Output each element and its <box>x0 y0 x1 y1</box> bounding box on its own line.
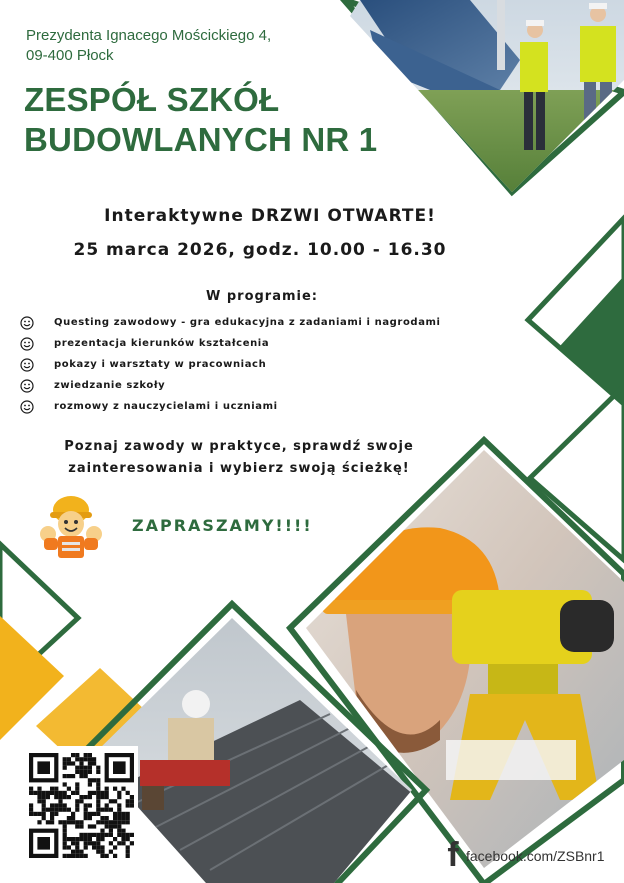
qr-module <box>79 774 83 778</box>
qr-module <box>63 774 67 778</box>
qr-module <box>84 833 88 837</box>
qr-module <box>126 791 130 795</box>
qr-module <box>88 833 92 837</box>
program-list <box>20 312 520 417</box>
event-date: 25 marca 2026, godz. 10.00 - 16.30 <box>73 240 447 260</box>
qr-module <box>96 841 100 845</box>
qr-module <box>46 808 50 812</box>
qr-module <box>67 854 71 858</box>
qr-module <box>88 837 92 841</box>
qr-module <box>71 816 75 820</box>
qr-module <box>96 803 100 807</box>
qr-module <box>75 837 79 841</box>
qr-module <box>126 845 130 849</box>
qr-module <box>37 787 41 791</box>
qr-module <box>96 837 100 841</box>
qr-module <box>42 808 46 812</box>
qr-module <box>50 791 54 795</box>
qr-module <box>84 803 88 807</box>
qr-module <box>63 808 67 812</box>
address-line-1: Prezydenta Ignacego Mościckiego 4, <box>26 27 272 44</box>
qr-module <box>75 753 79 757</box>
qr-module <box>121 829 125 833</box>
address-line-2: 09-400 Płock <box>26 47 114 64</box>
qr-module <box>100 791 104 795</box>
qr-module <box>75 808 79 812</box>
qr-module <box>84 808 88 812</box>
qr-module <box>121 833 125 837</box>
qr-module <box>126 812 130 816</box>
qr-module <box>121 816 125 820</box>
qr-module <box>84 837 88 841</box>
qr-module <box>63 841 67 845</box>
qr-module <box>117 816 121 820</box>
qr-module <box>92 791 96 795</box>
qr-module <box>29 787 33 791</box>
address <box>26 26 346 66</box>
program-heading: W programie: <box>205 289 319 304</box>
qr-module <box>79 820 83 824</box>
qr-module <box>109 850 113 854</box>
qr-module <box>84 753 88 757</box>
qr-module <box>113 812 117 816</box>
qr-module <box>88 803 92 807</box>
qr-module <box>109 799 113 803</box>
slogan-line-2: zainteresowania i wybierz swoją ścieżkę! <box>68 461 410 476</box>
qr-module <box>105 803 109 807</box>
qr-module <box>63 845 67 849</box>
qr-module <box>100 820 104 824</box>
qr-module <box>50 816 54 820</box>
smiley-icon <box>20 337 38 351</box>
worker-mascot-icon <box>38 490 104 562</box>
qr-module <box>96 850 100 854</box>
program-item-text: zwiedzanie szkoły <box>54 380 166 391</box>
qr-module <box>71 841 75 845</box>
qr-module <box>92 841 96 845</box>
qr-module <box>46 820 50 824</box>
qr-module <box>67 816 71 820</box>
qr-module <box>92 833 96 837</box>
qr-module <box>46 795 50 799</box>
slogan <box>0 436 478 480</box>
qr-module <box>96 812 100 816</box>
qr-module <box>105 820 109 824</box>
qr-module <box>117 841 121 845</box>
qr-module <box>29 803 33 807</box>
qr-module <box>79 799 83 803</box>
qr-module <box>75 770 79 774</box>
qr-module <box>37 812 41 816</box>
qr-module <box>96 778 100 782</box>
qr-module <box>96 787 100 791</box>
qr-module <box>84 757 88 761</box>
qr-module <box>109 824 113 828</box>
smiley-icon <box>20 358 38 372</box>
program-item-text: prezentacja kierunków kształcenia <box>54 338 270 349</box>
qr-module <box>79 824 83 828</box>
qr-module <box>126 799 130 803</box>
qr-module <box>84 795 88 799</box>
qr-module <box>67 845 71 849</box>
qr-module <box>130 799 134 803</box>
qr-module <box>96 799 100 803</box>
qr-module <box>130 841 134 845</box>
qr-module <box>88 778 92 782</box>
qr-module <box>67 820 71 824</box>
qr-module <box>117 820 121 824</box>
qr-module <box>79 766 83 770</box>
qr-module <box>75 757 79 761</box>
qr-module <box>75 799 79 803</box>
qr-module <box>42 795 46 799</box>
qr-module <box>117 829 121 833</box>
qr-module <box>113 854 117 858</box>
qr-module <box>67 837 71 841</box>
qr-module <box>92 824 96 828</box>
qr-module <box>105 795 109 799</box>
qr-module <box>84 774 88 778</box>
qr-module <box>121 787 125 791</box>
qr-module <box>100 816 104 820</box>
qr-module <box>121 837 125 841</box>
qr-module <box>67 787 71 791</box>
qr-module <box>75 782 79 786</box>
facebook-link[interactable]: facebook.com/ZSBnr1 <box>466 848 605 864</box>
qr-module <box>54 803 58 807</box>
qr-module <box>37 791 41 795</box>
qr-module <box>84 766 88 770</box>
qr-module <box>50 803 54 807</box>
qr-module <box>71 820 75 824</box>
qr-module <box>79 833 83 837</box>
qr-module <box>88 841 92 845</box>
qr-module <box>42 791 46 795</box>
qr-module <box>92 845 96 849</box>
qr-module <box>126 803 130 807</box>
qr-module <box>54 808 58 812</box>
qr-module <box>113 837 117 841</box>
qr-module <box>79 854 83 858</box>
qr-module <box>63 766 67 770</box>
qr-module <box>88 753 92 757</box>
qr-module <box>105 787 109 791</box>
qr-module <box>130 803 134 807</box>
qr-module <box>75 824 79 828</box>
qr-module <box>79 837 83 841</box>
qr-module <box>75 766 79 770</box>
qr-module <box>71 761 75 765</box>
qr-module <box>117 791 121 795</box>
qr-module <box>37 799 41 803</box>
qr-module <box>67 761 71 765</box>
qr-module <box>109 829 113 833</box>
qr-module <box>105 791 109 795</box>
qr-module <box>92 812 96 816</box>
event-title: Interaktywne DRZWI OTWARTE! <box>104 206 436 226</box>
qr-module <box>96 820 100 824</box>
qr-module <box>63 837 67 841</box>
qr-module <box>58 795 62 799</box>
school-name-line-1: ZESPÓŁ SZKÓŁ <box>24 81 280 118</box>
qr-module <box>63 757 67 761</box>
qr-module <box>96 766 100 770</box>
qr-module <box>126 850 130 854</box>
qr-module <box>84 816 88 820</box>
qr-module <box>54 791 58 795</box>
qr-module <box>42 803 46 807</box>
qr-module <box>67 795 71 799</box>
qr-module <box>63 803 67 807</box>
qr-module <box>105 824 109 828</box>
qr-module <box>75 791 79 795</box>
slogan-line-1: Poznaj zawody w praktyce, sprawdź swoje <box>64 439 414 454</box>
qr-module <box>109 820 113 824</box>
qr-module <box>37 795 41 799</box>
qr-module <box>71 791 75 795</box>
qr-module <box>42 816 46 820</box>
qr-module <box>100 833 104 837</box>
qr-module <box>117 824 121 828</box>
qr-module <box>42 812 46 816</box>
invite-text: ZAPRASZAMY!!!! <box>132 516 313 535</box>
qr-module <box>117 808 121 812</box>
right-diamond-solid <box>560 276 624 402</box>
smiley-icon <box>20 316 38 330</box>
qr-module <box>63 761 67 765</box>
qr-module <box>84 854 88 858</box>
qr-module <box>96 795 100 799</box>
qr-module <box>126 833 130 837</box>
qr-module <box>79 795 83 799</box>
qr-module <box>29 791 33 795</box>
qr-module <box>92 761 96 765</box>
qr-module <box>113 816 117 820</box>
qr-module <box>71 854 75 858</box>
qr-module <box>29 808 33 812</box>
qr-module <box>105 833 109 837</box>
qr-module <box>33 791 37 795</box>
qr-module <box>58 803 62 807</box>
qr-module <box>100 795 104 799</box>
qr-module <box>100 845 104 849</box>
qr-module <box>37 820 41 824</box>
qr-module <box>121 820 125 824</box>
qr-module <box>75 854 79 858</box>
qr-module <box>71 753 75 757</box>
qr-module <box>100 854 104 858</box>
smiley-icon <box>20 379 38 393</box>
qr-module <box>54 795 58 799</box>
qr-module <box>96 791 100 795</box>
qr-module <box>126 816 130 820</box>
qr-module <box>58 799 62 803</box>
qr-module <box>100 837 104 841</box>
qr-module <box>63 782 67 786</box>
qr-module <box>96 782 100 786</box>
qr-module <box>109 833 113 837</box>
qr-module <box>121 812 125 816</box>
program-item <box>20 312 520 333</box>
program-item <box>20 354 520 375</box>
qr-module <box>50 787 54 791</box>
qr-module <box>113 787 117 791</box>
qr-module <box>84 770 88 774</box>
qr-module <box>130 795 134 799</box>
qr-module <box>130 833 134 837</box>
school-name <box>24 80 424 160</box>
qr-module <box>88 824 92 828</box>
program-item-text: rozmowy z nauczycielami i uczniami <box>54 401 278 412</box>
qr-module <box>84 845 88 849</box>
qr-module <box>121 841 125 845</box>
qr-module <box>63 833 67 837</box>
qr-module <box>71 774 75 778</box>
qr-module <box>71 850 75 854</box>
qr-module <box>96 845 100 849</box>
qr-module <box>50 812 54 816</box>
qr-finder <box>37 761 50 774</box>
qr-module <box>88 770 92 774</box>
qr-module <box>88 782 92 786</box>
qr-module <box>100 829 104 833</box>
qr-module <box>113 799 117 803</box>
qr-module <box>88 791 92 795</box>
qr-module <box>117 812 121 816</box>
qr-module <box>96 808 100 812</box>
qr-module <box>88 757 92 761</box>
qr-module <box>54 787 58 791</box>
qr-module <box>109 841 113 845</box>
qr-module <box>67 808 71 812</box>
qr-module <box>54 812 58 816</box>
qr-finder <box>37 837 50 850</box>
program-item-text: pokazy i warsztaty w pracowniach <box>54 359 267 370</box>
qr-module <box>113 824 117 828</box>
program-item <box>20 333 520 354</box>
qr-module <box>63 795 67 799</box>
qr-module <box>67 774 71 778</box>
qr-module <box>46 791 50 795</box>
qr-module <box>79 757 83 761</box>
qr-module <box>109 808 113 812</box>
qr-module <box>100 808 104 812</box>
qr-module <box>92 778 96 782</box>
qr-finder <box>113 761 126 774</box>
school-name-line-2: BUDOWLANYCH NR 1 <box>24 121 378 158</box>
qr-module <box>79 770 83 774</box>
qr-module <box>113 820 117 824</box>
qr-module <box>75 787 79 791</box>
qr-module <box>79 850 83 854</box>
qr-module <box>100 850 104 854</box>
qr-module <box>75 841 79 845</box>
qr-module <box>96 770 100 774</box>
qr-module <box>92 757 96 761</box>
qr-module <box>63 791 67 795</box>
qr-code[interactable] <box>26 746 138 866</box>
qr-module <box>126 854 130 858</box>
qr-module <box>71 812 75 816</box>
qr-module <box>33 812 37 816</box>
qr-module <box>84 841 88 845</box>
qr-module <box>29 812 33 816</box>
qr-module <box>63 854 67 858</box>
program-item <box>20 375 520 396</box>
qr-module <box>42 799 46 803</box>
qr-module <box>63 829 67 833</box>
qr-module <box>88 761 92 765</box>
qr-module <box>75 845 79 849</box>
qr-module <box>88 766 92 770</box>
qr-module <box>96 833 100 837</box>
qr-module <box>88 795 92 799</box>
qr-module <box>105 808 109 812</box>
qr-module <box>67 757 71 761</box>
qr-module <box>105 816 109 820</box>
qr-module <box>50 808 54 812</box>
qr-module <box>84 812 88 816</box>
smiley-icon <box>20 400 38 414</box>
qr-module <box>71 837 75 841</box>
qr-module <box>58 808 62 812</box>
qr-module <box>105 854 109 858</box>
qr-module <box>117 795 121 799</box>
qr-module <box>117 833 121 837</box>
qr-module <box>58 820 62 824</box>
program-item-text: Questing zawodowy - gra edukacyjna z zadaniami i nagrodami <box>54 317 441 328</box>
qr-module <box>75 850 79 854</box>
qr-module <box>113 845 117 849</box>
qr-module <box>117 803 121 807</box>
qr-module <box>75 803 79 807</box>
qr-code-graphic <box>26 746 138 866</box>
program-item <box>20 396 520 417</box>
qr-module <box>58 791 62 795</box>
qr-module <box>88 812 92 816</box>
facebook-icon[interactable]: f <box>447 836 459 874</box>
qr-module <box>63 820 67 824</box>
qr-module <box>75 820 79 824</box>
qr-module <box>88 816 92 820</box>
qr-module <box>126 837 130 841</box>
qr-module <box>50 820 54 824</box>
qr-module <box>126 820 130 824</box>
qr-module <box>79 761 83 765</box>
qr-module <box>63 824 67 828</box>
